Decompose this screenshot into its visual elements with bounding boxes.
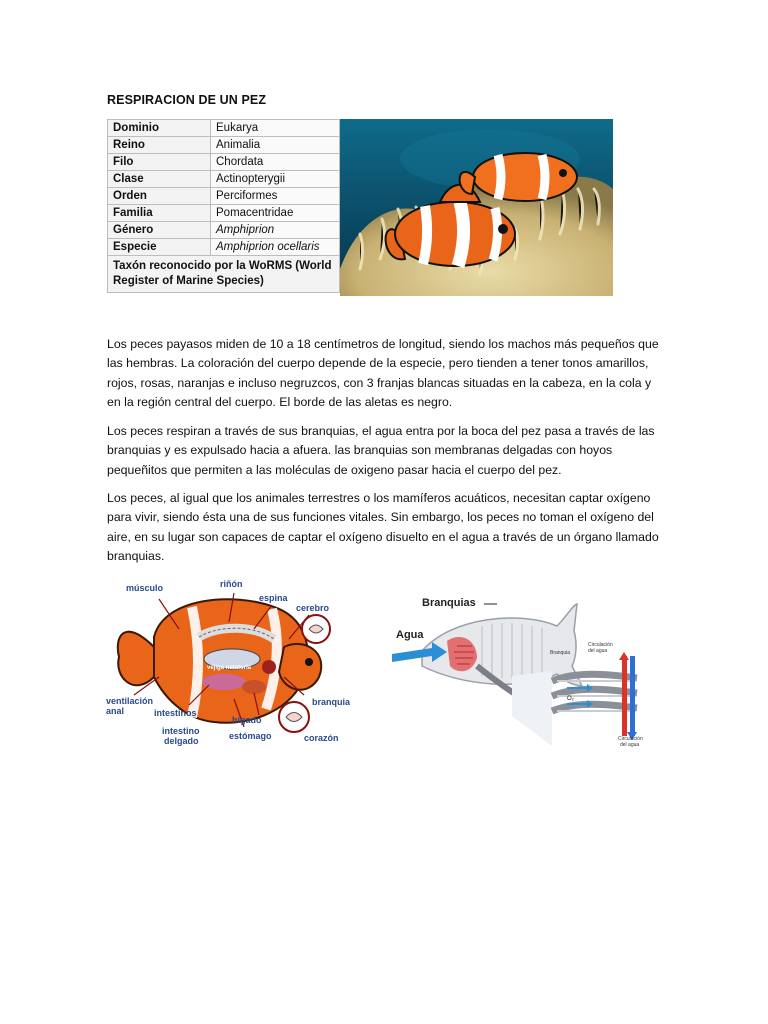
taxonomy-row xyxy=(108,222,340,239)
label-circ-top-1: Circulación xyxy=(588,642,613,648)
taxonomy-row xyxy=(108,154,340,171)
label-espina: espina xyxy=(259,593,288,603)
taxonomy-row xyxy=(108,188,340,205)
taxonomy-table xyxy=(107,119,340,293)
label-intestino: intestino xyxy=(162,726,200,736)
taxonomy-key: Filo xyxy=(108,154,211,171)
taxonomy-row xyxy=(108,137,340,154)
page-title: RESPIRACION DE UN PEZ xyxy=(107,93,267,107)
label-branquia-detail: Branquia xyxy=(550,650,571,656)
label-musculo: músculo xyxy=(126,583,164,593)
fish-anatomy-figure xyxy=(104,577,354,749)
taxonomy-row xyxy=(108,171,340,188)
taxonomy-key: Especie xyxy=(108,239,211,256)
label-o2: O₂ xyxy=(567,696,574,702)
taxonomy-row xyxy=(108,205,340,222)
taxonomy-value: Eukarya xyxy=(211,120,340,137)
taxonomy-key: Familia xyxy=(108,205,211,222)
taxonomy-key: Dominio xyxy=(108,120,211,137)
taxonomy-value: Pomacentridae xyxy=(211,205,340,222)
label-circ-bottom-1: Circulación xyxy=(618,736,643,742)
taxonomy-value: Perciformes xyxy=(211,188,340,205)
taxonomy-key: Orden xyxy=(108,188,211,205)
paragraph-gills-breathing: Los peces respiran a través de sus branquias, el agua entra por la boca del pez pasa a través de las branquias y es expulsado hacia a afuera. las branquias son membranas delgadas con hoyos pequeñitos que permiten a las moléculas de oxigeno pasar hacia el cuerpo del pez. xyxy=(107,424,655,477)
taxonomy-value: Actinopterygii xyxy=(211,171,340,188)
taxonomy-key: Género xyxy=(108,222,211,239)
label-rinon: riñón xyxy=(220,579,243,589)
label-intestinos: intestinos xyxy=(154,708,197,718)
label-delgado: delgado xyxy=(164,736,199,746)
taxonomy-value: Animalia xyxy=(211,137,340,154)
paragraph-clownfish-size: Los peces payasos miden de 10 a 18 centímetros de longitud, siendo los machos más pequeños que las hembras. La coloración del cuerpo depende de la especie, pero tienden a tener tonos amarillos, rojos, rosas, naranjas e incluso negruzcos, con 3 franjas blancas situadas en la cabeza, en la cola y en la región central del cuerpo. El borde de las aletas es negro. xyxy=(107,337,659,410)
label-vejiga: vejiga natatoria xyxy=(207,665,252,671)
taxonomy-row xyxy=(108,120,340,137)
taxonomy-key: Clase xyxy=(108,171,211,188)
label-circ-bottom-2: del agua xyxy=(620,742,640,748)
taxonomy-note: Taxón reconocido por la WoRMS (World Register of Marine Species) xyxy=(108,256,340,293)
label-estomago: estómago xyxy=(229,731,272,741)
taxonomy-key: Reino xyxy=(108,137,211,154)
gills-diagram-figure xyxy=(392,586,656,750)
label-agua: Agua xyxy=(396,629,424,641)
label-branquia: branquia xyxy=(312,697,351,707)
paragraph-oxygen-capture: Los peces, al igual que los animales terrestres o los mamíferos acuáticos, necesitan captar oxígeno para vivir, siendo ésta una de sus funciones vitales. Sin embargo, los peces no toman el oxígeno del aire, en su lugar son capaces de captar el oxígeno disuelto en el agua a través de un órgano llamado branquias. xyxy=(107,491,659,564)
taxonomy-value: Amphiprion xyxy=(211,222,340,239)
taxonomy-value: Chordata xyxy=(211,154,340,171)
clownfish-photo xyxy=(340,119,613,296)
taxonomy-row xyxy=(108,239,340,256)
label-cerebro: cerebro xyxy=(296,603,330,613)
label-higado: hígado xyxy=(232,715,262,725)
label-ventilacion: ventilación xyxy=(106,696,154,706)
label-circ-top-2: del agua xyxy=(588,648,608,654)
label-corazon: corazón xyxy=(304,733,339,743)
label-anal: anal xyxy=(106,706,125,716)
taxonomy-value: Amphiprion ocellaris xyxy=(211,239,340,256)
taxonomy-note-row xyxy=(108,256,340,293)
label-branquias: Branquias xyxy=(422,597,476,609)
